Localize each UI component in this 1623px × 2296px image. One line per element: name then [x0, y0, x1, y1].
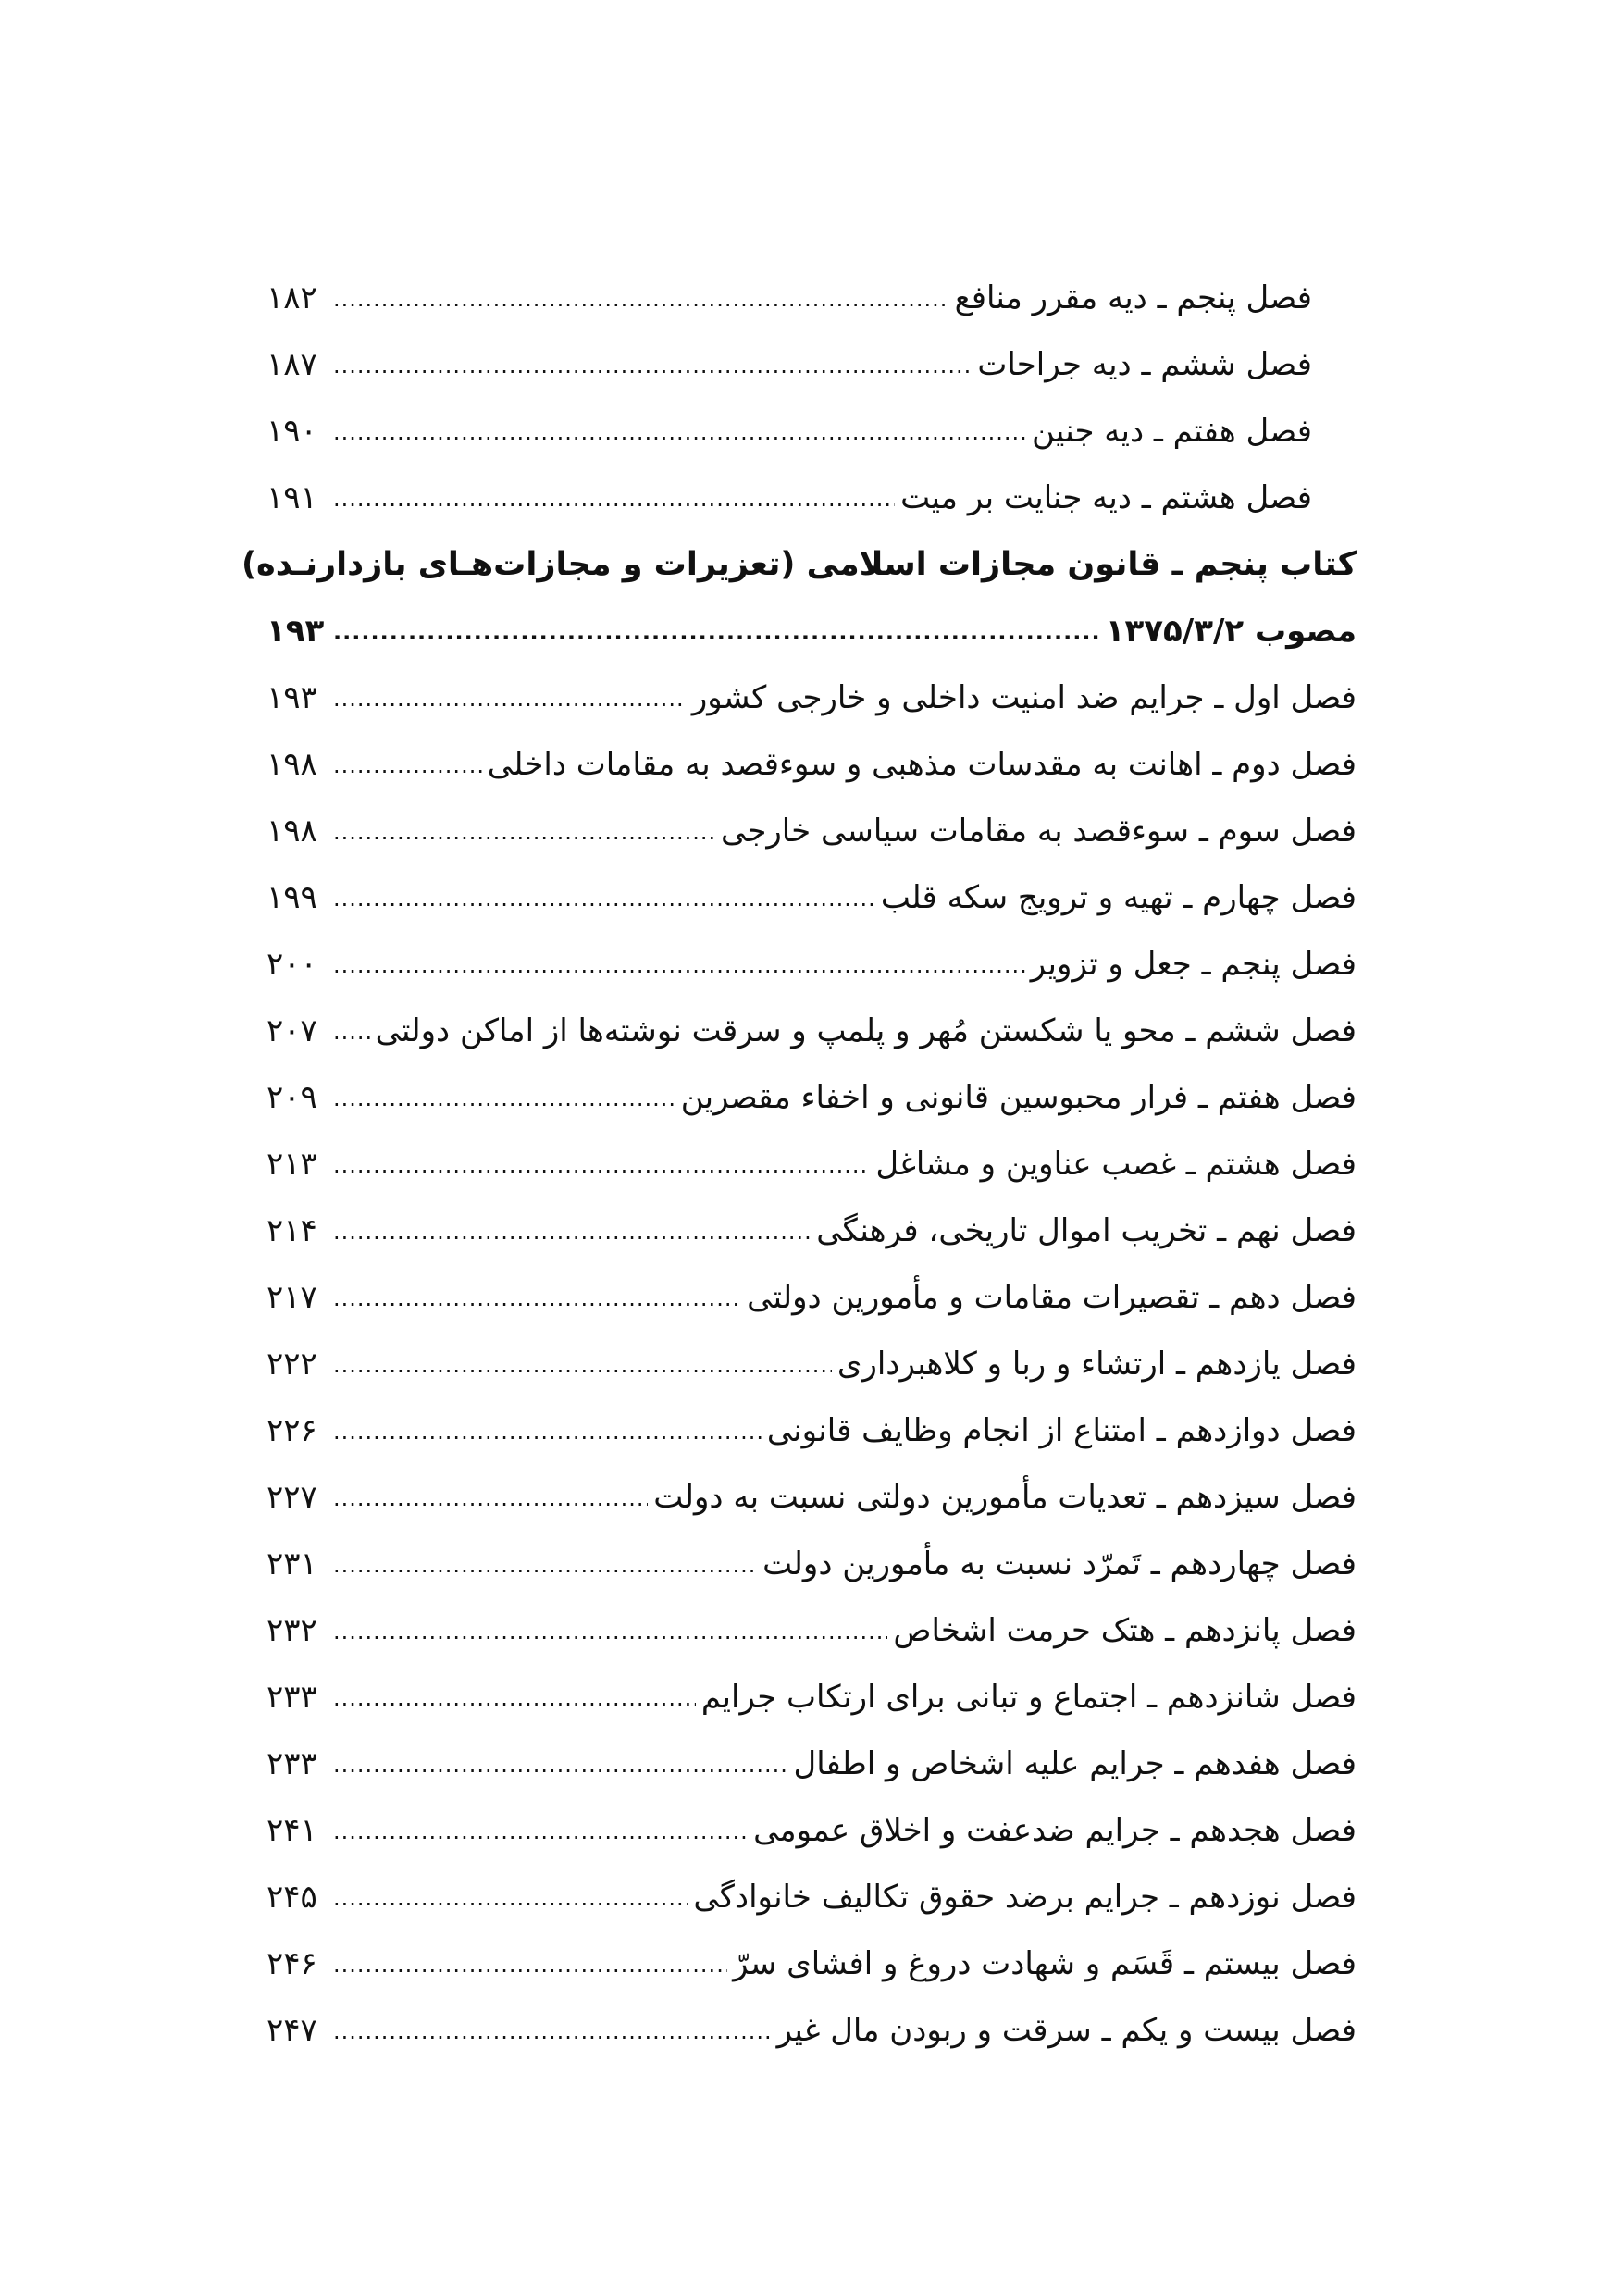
- toc-entry-title: فصل ششم ـ دیه جراحات: [977, 346, 1312, 383]
- dot-leader: [333, 266, 949, 332]
- toc-entry: [266, 1997, 1357, 2064]
- toc-entry-page: ۲۴۶: [266, 1945, 317, 1982]
- toc-entry: [266, 1797, 1357, 1864]
- toc-entry-page: ۱۹۰: [266, 413, 317, 450]
- toc-entry: [266, 731, 1357, 798]
- toc-entry: [266, 1198, 1357, 1264]
- dot-leader: [333, 1931, 727, 1998]
- toc-entry: [266, 1664, 1357, 1731]
- dot-leader: [333, 999, 370, 1065]
- toc-entry-title: فصل دوازدهم ـ امتناع از انجام وظایف قانونی: [766, 1412, 1357, 1449]
- dot-leader: [333, 932, 1025, 999]
- toc-entry: [266, 1131, 1357, 1198]
- dot-leader: [333, 1265, 741, 1332]
- dot-leader: [333, 1998, 772, 2065]
- toc-entry-title: فصل دهم ـ تقصیرات مقامات و مأمورین دولتی: [747, 1279, 1357, 1316]
- toc-entry-title: فصل دوم ـ اهانت به مقدسات مذهبی و سوءقصد به مقامات داخلی: [487, 746, 1357, 783]
- toc-entry-page: ۱۹۸: [266, 813, 317, 850]
- toc-entry-page: ۲۴۵: [266, 1879, 317, 1916]
- dot-leader: [333, 665, 687, 732]
- toc-entry-title: فصل اول ـ جرایم ضد امنیت داخلی و خارجی کشور: [691, 679, 1357, 716]
- toc-entry-title: فصل چهاردهم ـ تَمرّد نسبت به مأمورین دولت: [762, 1545, 1357, 1582]
- toc-entry-page: ۱۹۸: [266, 746, 317, 783]
- toc-entry: [266, 465, 1357, 531]
- toc-entry: [266, 1864, 1357, 1930]
- dot-leader: [333, 599, 1100, 665]
- toc-entry-title: فصل هشتم ـ غصب عناوین و مشاغل: [875, 1146, 1357, 1183]
- toc-entry: [266, 331, 1357, 398]
- toc-entry: [266, 265, 1357, 331]
- toc-entry-page: ۲۲۶: [266, 1412, 317, 1449]
- toc-entry-page: ۲۲۷: [266, 1479, 317, 1516]
- dot-leader: [333, 799, 715, 865]
- toc-entry-page: ۲۱۳: [266, 1146, 317, 1183]
- toc-entry-title: فصل سیزدهم ـ تعدیات مأمورین دولتی نسبت به دولت: [653, 1479, 1357, 1516]
- dot-leader: [333, 1731, 787, 1798]
- dot-leader: [333, 1398, 762, 1465]
- dot-leader: [333, 865, 875, 932]
- toc-entry-page: ۲۳۱: [266, 1545, 317, 1582]
- dot-leader: [333, 1198, 811, 1265]
- toc-entry-page: ۲۰۷: [266, 1012, 317, 1049]
- toc-entry: [266, 664, 1357, 731]
- toc-entry-page: ۱۹۹: [266, 879, 317, 916]
- toc-entry-page: ۲۰۰: [266, 946, 317, 983]
- toc-entry-title: فصل پنجم ـ جعل و تزویر: [1030, 946, 1357, 983]
- toc-entry-page: ۱۸۷: [266, 346, 317, 383]
- toc-entry-title: فصل بیستم ـ قَسَم و شهادت دروغ و افشای سرّ: [733, 1945, 1357, 1982]
- dot-leader: [333, 1865, 688, 1931]
- toc-entry-page: ۲۴۷: [266, 2012, 317, 2049]
- dot-leader: [333, 332, 972, 399]
- dot-leader: [333, 1665, 696, 1731]
- toc-entry: [266, 1531, 1357, 1597]
- toc-entry-title: فصل پنجم ـ دیه مقرر منافع: [954, 279, 1312, 316]
- toc-entry-page: ۲۳۳: [266, 1745, 317, 1782]
- toc-entry-title: فصل هفتم ـ دیه جنین: [1032, 413, 1312, 450]
- toc-entry: [266, 1731, 1357, 1797]
- toc-entry: [266, 398, 1357, 465]
- toc-entry: [266, 1064, 1357, 1131]
- toc-entry-page: ۲۰۹: [266, 1079, 317, 1116]
- toc-entry-title: فصل هجدهم ـ جرایم ضدعفت و اخلاق عمومی: [753, 1812, 1357, 1849]
- dot-leader: [333, 1465, 648, 1532]
- toc-entry-page: ۲۱۷: [266, 1279, 317, 1316]
- toc-entry-title: فصل نهم ـ تخریب اموال تاریخی، فرهنگی: [816, 1212, 1357, 1249]
- dot-leader: [333, 1532, 757, 1598]
- toc-entry-title: فصل یازدهم ـ ارتشاء و ربا و کلاهبرداری: [836, 1346, 1357, 1383]
- toc-entry-page: ۱۹۱: [266, 479, 317, 516]
- toc-entry-title: فصل چهارم ـ تهیه و ترویج سکه قلب: [880, 879, 1357, 916]
- toc-entry-title: فصل پانزدهم ـ هتک حرمت اشخاص: [893, 1612, 1357, 1649]
- toc-entry-title: فصل هفدهم ـ جرایم علیه اشخاص و اطفال: [793, 1745, 1357, 1782]
- toc-entry-title: فصل نوزدهم ـ جرایم برضد حقوق تکالیف خانوادگی: [693, 1879, 1357, 1916]
- toc-entry: [266, 931, 1357, 998]
- toc-entry: [266, 1331, 1357, 1397]
- book-page: ۱۹۳: [266, 613, 325, 650]
- toc-entry-title: فصل شانزدهم ـ اجتماع و تبانی برای ارتکاب جرایم: [700, 1679, 1357, 1716]
- toc-entry-title: فصل سوم ـ سوءقصد به مقامات سیاسی خارجی: [721, 813, 1357, 850]
- book-approval-date: مصوب ۱۳۷۵/۳/۲: [1105, 613, 1357, 650]
- toc-entry-title: فصل هشتم ـ دیه جنایت بر میت: [900, 479, 1312, 516]
- dot-leader: [333, 732, 482, 799]
- toc-entry-page: ۱۸۲: [266, 279, 317, 316]
- toc-entry: [266, 1464, 1357, 1531]
- toc-entry-title: فصل ششم ـ محو یا شکستن مُهر و پلمپ و سرقت نوشته‌ها از اماکن دولتی: [375, 1012, 1357, 1049]
- toc-entry: [266, 1397, 1357, 1464]
- toc-entry-page: ۲۴۱: [266, 1812, 317, 1849]
- toc-entry: [266, 1597, 1357, 1664]
- dot-leader: [333, 399, 1026, 465]
- toc-entry-title: فصل بیست و یکم ـ سرقت و ربودن مال غیر: [776, 2012, 1357, 2049]
- dot-leader: [333, 1065, 675, 1132]
- dot-leader: [333, 1598, 887, 1665]
- toc-entry: [266, 798, 1357, 864]
- dot-leader: [333, 1798, 748, 1865]
- toc-entry-page: ۱۹۳: [266, 679, 317, 716]
- toc-entry: [266, 998, 1357, 1064]
- toc-entry-page: ۲۳۲: [266, 1612, 317, 1649]
- toc-entry: [266, 864, 1357, 931]
- book-heading: کتاب پنجم ـ قانون مجازات اسلامی (تعزیرات و مجازات‌هـای بازدارنـده): [242, 546, 1357, 583]
- toc-entry-page: ۲۲۲: [266, 1346, 317, 1383]
- dot-leader: [333, 1132, 870, 1198]
- toc-entry-page: ۲۱۴: [266, 1212, 317, 1249]
- toc-entry: [266, 1264, 1357, 1331]
- toc-entry: [266, 1930, 1357, 1997]
- dot-leader: [333, 465, 895, 532]
- dot-leader: [333, 1332, 832, 1398]
- table-of-contents: [242, 265, 1357, 2064]
- toc-entry-title: فصل هفتم ـ فرار محبوسین قانونی و اخفاء مقصرین: [680, 1079, 1357, 1116]
- book-heading-row: [266, 598, 1357, 664]
- toc-entry-page: ۲۳۳: [266, 1679, 317, 1716]
